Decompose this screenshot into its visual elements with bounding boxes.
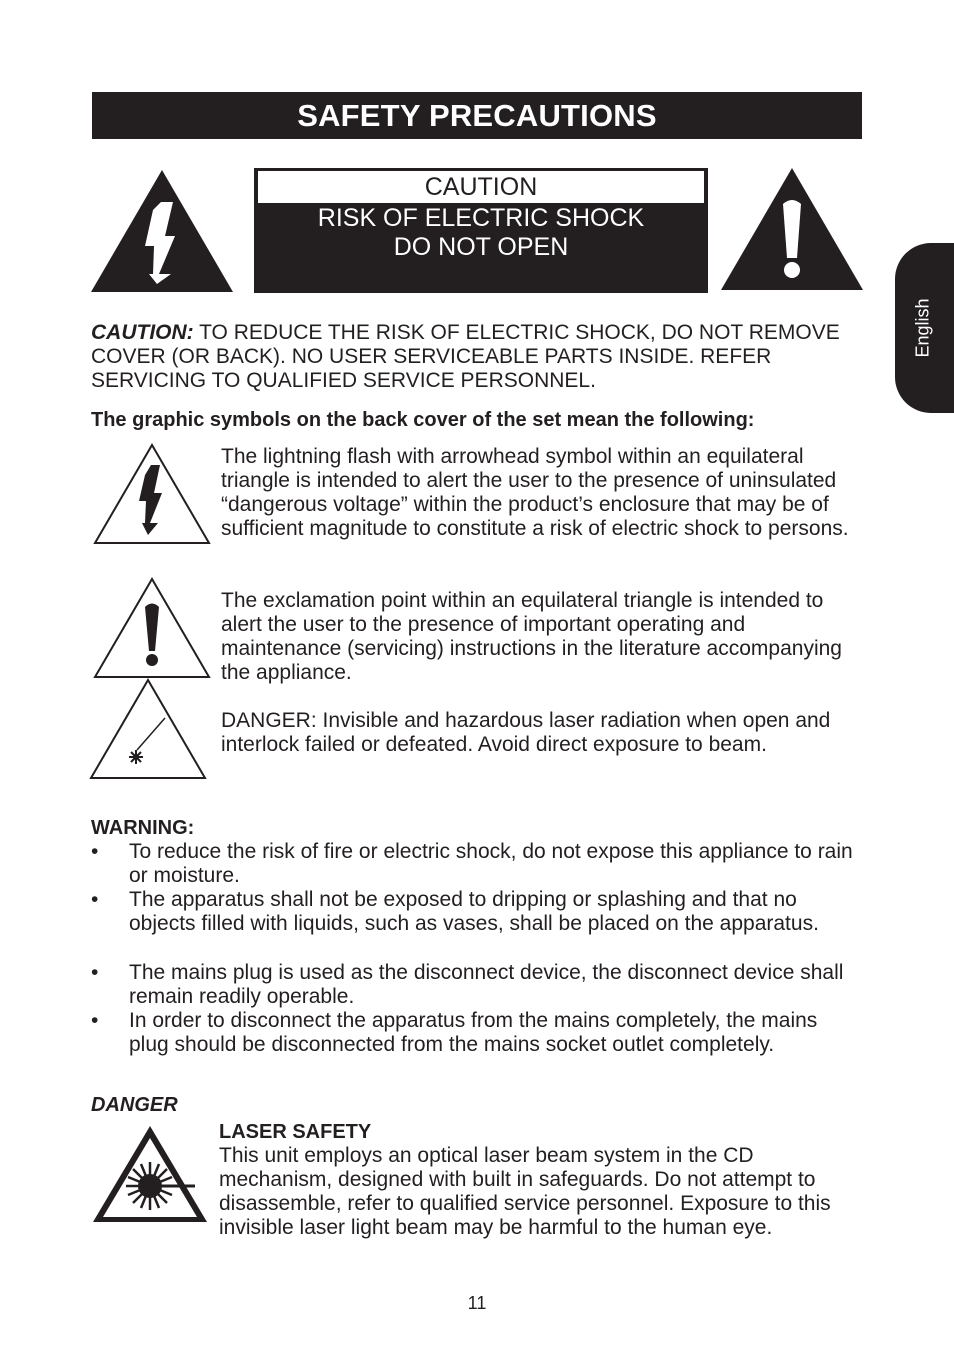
laser-starburst-icon [91, 1124, 209, 1224]
language-tab-label: English [912, 298, 933, 358]
warning-heading: WARNING: [91, 817, 195, 839]
exclamation-triangle-icon [93, 577, 211, 679]
symbol-description-exclamation: The exclamation point within an equilateral triangle is intended to alert the user to the presence of important operating and maintenance (servicing) instructions in the literature accompanying the appliance. [221, 589, 842, 684]
danger-heading: DANGER [91, 1094, 178, 1116]
warning-item: To reduce the risk of fire or electric shock, do not expose this appliance to rain or moisture. [129, 840, 853, 887]
laser-beam-triangle-icon [89, 678, 207, 780]
language-tab [895, 243, 954, 413]
warning-item: The mains plug is used as the disconnect device, the disconnect device shall remain readily operable. [129, 961, 844, 1008]
page-title: SAFETY PRECAUTIONS [92, 92, 862, 139]
caution-text: TO REDUCE THE RISK OF ELECTRIC SHOCK, DO NOT REMOVE COVER (OR BACK). NO USER SERVICEABLE PARTS INSIDE. REFER SERVICING TO QUALIFIED SERVICE PERSONNEL. [91, 321, 840, 392]
bullet-marker: • [91, 1009, 99, 1032]
symbols-heading: The graphic symbols on the back cover of the set mean the following: [91, 409, 755, 431]
caution-label: CAUTION [258, 171, 704, 203]
caution-paragraph [91, 321, 861, 393]
symbol-description-laser: DANGER: Invisible and hazardous laser radiation when open and interlock failed or defeated. Avoid direct exposure to beam. [221, 709, 831, 756]
laser-safety-text: This unit employs an optical laser beam system in the CD mechanism, designed with built in safeguards. Do not attempt to disassemble, refer to qualified service personnel. Exposure to this invisible laser light beam may be harmful to the human eye. [219, 1144, 831, 1239]
lightning-triangle-icon [93, 443, 211, 545]
caution-line-1: RISK OF ELECTRIC SHOCK [317, 204, 645, 232]
exclamation-warning-icon [721, 168, 863, 290]
bullet-marker: • [91, 961, 99, 984]
caution-lead: CAUTION: [91, 321, 194, 344]
warning-item: In order to disconnect the apparatus from the mains completely, the mains plug should be disconnected from the mains socket outlet completely. [129, 1009, 818, 1056]
bullet-marker: • [91, 888, 99, 911]
laser-safety-title: LASER SAFETY [219, 1121, 372, 1143]
symbol-description-lightning: The lightning flash with arrowhead symbol within an equilateral triangle is intended to alert the user to the presence of uninsulated “dangerous voltage” within the product’s enclosure that may be of sufficient magnitude to constitute a risk of electric shock to persons. [221, 445, 849, 540]
lightning-warning-icon [91, 170, 233, 292]
page-number: 11 [467, 1293, 487, 1313]
caution-label-box [254, 168, 708, 293]
caution-line-2: DO NOT OPEN [393, 233, 569, 261]
bullet-marker: • [91, 840, 99, 863]
warning-item: The apparatus shall not be exposed to dripping or splashing and that no objects filled with liquids, such as vases, shall be placed on the apparatus. [129, 888, 819, 935]
